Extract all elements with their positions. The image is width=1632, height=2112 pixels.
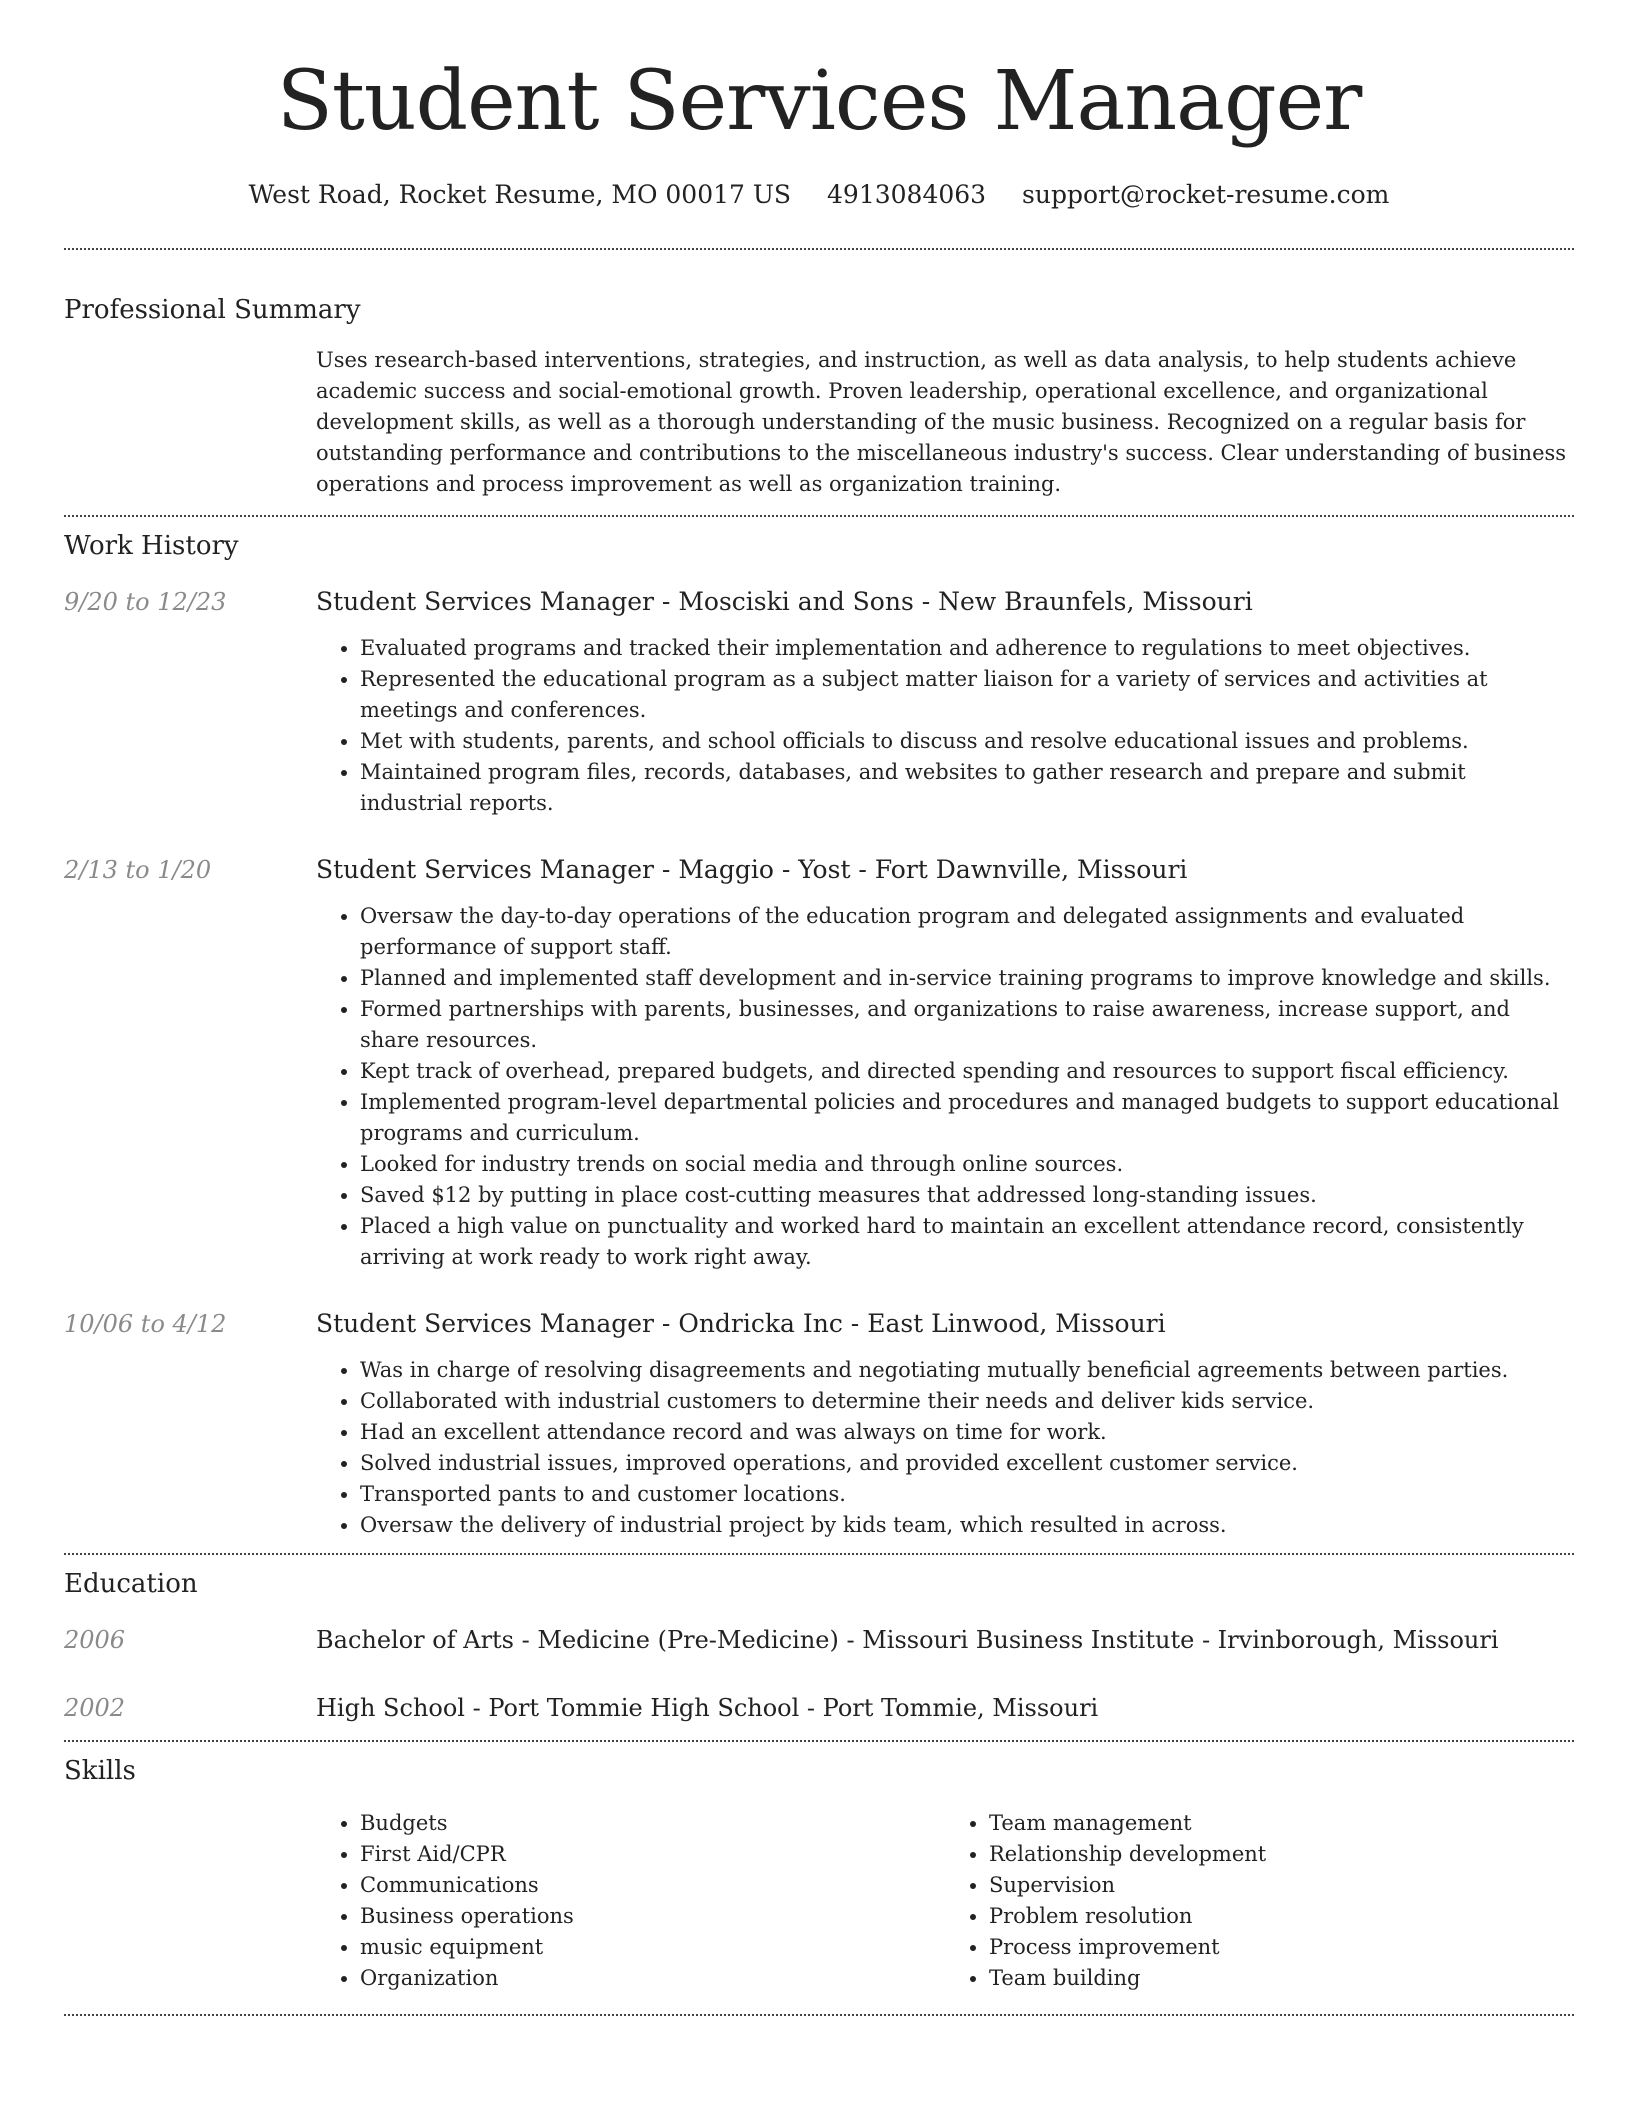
divider (64, 1740, 1574, 1742)
job-bullet: • Represented the educational program as a subject matter liaison for a variety of services and activities at meetings and conferences. (360, 664, 1574, 726)
job-bullet: • Oversaw the delivery of industrial project by kids team, which resulted in across. (360, 1510, 1574, 1541)
contact-phone: 4913084063 (827, 180, 987, 209)
summary-title: Professional Summary (64, 295, 361, 325)
job-bullet: • Kept track of overhead, prepared budgets, and directed spending and resources to support fiscal efficiency. (360, 1056, 1574, 1087)
skill-item: • Team building (989, 1963, 1574, 1994)
divider (64, 248, 1574, 250)
job-bullet: • Collaborated with industrial customers to determine their needs and deliver kids service. (360, 1386, 1574, 1417)
skills-list-left (316, 1808, 945, 1994)
education-entry (64, 1623, 1574, 1657)
job-heading: Student Services Manager - Mosciski and Sons - New Braunfels, Missouri (316, 587, 1253, 616)
job-dates: 9/20 to 12/23 (64, 588, 227, 616)
summary-section (64, 292, 1574, 500)
job-bullet: • Met with students, parents, and school officials to discuss and resolve educational issues and problems. (360, 726, 1574, 757)
job-bullet: • Implemented program-level departmental policies and procedures and managed budgets to support educational programs and curriculum. (360, 1087, 1574, 1149)
education-year: 2002 (64, 1694, 126, 1722)
job-bullet: • Formed partnerships with parents, businesses, and organizations to raise awareness, increase support, and share resources. (360, 994, 1574, 1056)
divider (64, 2014, 1574, 2016)
skill-item: • music equipment (360, 1932, 945, 1963)
job-bullets (316, 633, 1574, 819)
resume-page (64, 0, 1574, 2016)
skill-item: • Organization (360, 1963, 945, 1994)
skill-item: • Business operations (360, 1901, 945, 1932)
education-heading: Bachelor of Arts - Medicine (Pre-Medicine) - Missouri Business Institute - Irvinborough, Missouri (316, 1626, 1499, 1654)
contact-address: West Road, Rocket Resume, MO 00017 US (248, 180, 792, 209)
skill-item: • Supervision (989, 1870, 1574, 1901)
resume-name: Student Services Manager (276, 54, 1362, 149)
skill-item: • Communications (360, 1870, 945, 1901)
job-bullet: • Was in charge of resolving disagreements and negotiating mutually beneficial agreements between parties. (360, 1355, 1574, 1386)
job-heading: Student Services Manager - Maggio - Yost - Fort Dawnville, Missouri (316, 855, 1188, 884)
job-heading: Student Services Manager - Ondricka Inc - East Linwood, Missouri (316, 1309, 1166, 1338)
work-section (64, 528, 1574, 1541)
education-section (64, 1566, 1574, 1725)
skill-item: • Relationship development (989, 1839, 1574, 1870)
job-bullet: • Had an excellent attendance record and was always on time for work. (360, 1417, 1574, 1448)
job-entry (64, 853, 1574, 1273)
job-entry (64, 585, 1574, 819)
job-bullet: • Transported pants to and customer locations. (360, 1479, 1574, 1510)
skill-item: • Problem resolution (989, 1901, 1574, 1932)
skill-item: • First Aid/CPR (360, 1839, 945, 1870)
contact-email: support@rocket-resume.com (1022, 180, 1390, 209)
job-bullet: • Solved industrial issues, improved operations, and provided excellent customer service. (360, 1448, 1574, 1479)
job-entry (64, 1307, 1574, 1541)
job-bullet: • Oversaw the day-to-day operations of the education program and delegated assignments and evaluated performance of support staff. (360, 901, 1574, 963)
skill-item: • Process improvement (989, 1932, 1574, 1963)
education-year: 2006 (64, 1626, 126, 1654)
summary-text: Uses research-based interventions, strategies, and instruction, as well as data analysis, to help students achieve academic success and social-emotional growth. Proven leadership, operational excellence, and organizational development skills, as well as a thorough understanding of the music business. Recognized on a regular basis for outstanding performance and contributions to the miscellaneous industry's success. Clear understanding of business operations and process improvement as well as organization training. (316, 348, 1567, 496)
job-dates: 2/13 to 1/20 (64, 856, 212, 884)
job-bullet: • Maintained program files, records, databases, and websites to gather research and prepare and submit industrial reports. (360, 757, 1574, 819)
contact-line (64, 178, 1574, 212)
job-bullet: • Planned and implemented staff development and in-service training programs to improve knowledge and skills. (360, 963, 1574, 994)
job-bullet: • Evaluated programs and tracked their implementation and adherence to regulations to meet objectives. (360, 633, 1574, 664)
divider (64, 1553, 1574, 1555)
skills-list-right (945, 1808, 1574, 1994)
work-title: Work History (64, 531, 239, 561)
education-title: Education (64, 1569, 198, 1599)
skill-item: • Team management (989, 1808, 1574, 1839)
skills-title: Skills (64, 1756, 136, 1786)
education-entry (64, 1691, 1574, 1725)
job-bullets (316, 1355, 1574, 1541)
job-bullet: • Looked for industry trends on social media and through online sources. (360, 1149, 1574, 1180)
job-bullet: • Placed a high value on punctuality and worked hard to maintain an excellent attendance record, consistently arriving at work ready to work right away. (360, 1211, 1574, 1273)
job-bullets (316, 901, 1574, 1273)
job-dates: 10/06 to 4/12 (64, 1310, 227, 1338)
skill-item: • Budgets (360, 1808, 945, 1839)
divider (64, 515, 1574, 517)
job-bullet: • Saved $12 by putting in place cost-cutting measures that addressed long-standing issues. (360, 1180, 1574, 1211)
education-heading: High School - Port Tommie High School - Port Tommie, Missouri (316, 1694, 1099, 1722)
skills-section (64, 1753, 1574, 1994)
